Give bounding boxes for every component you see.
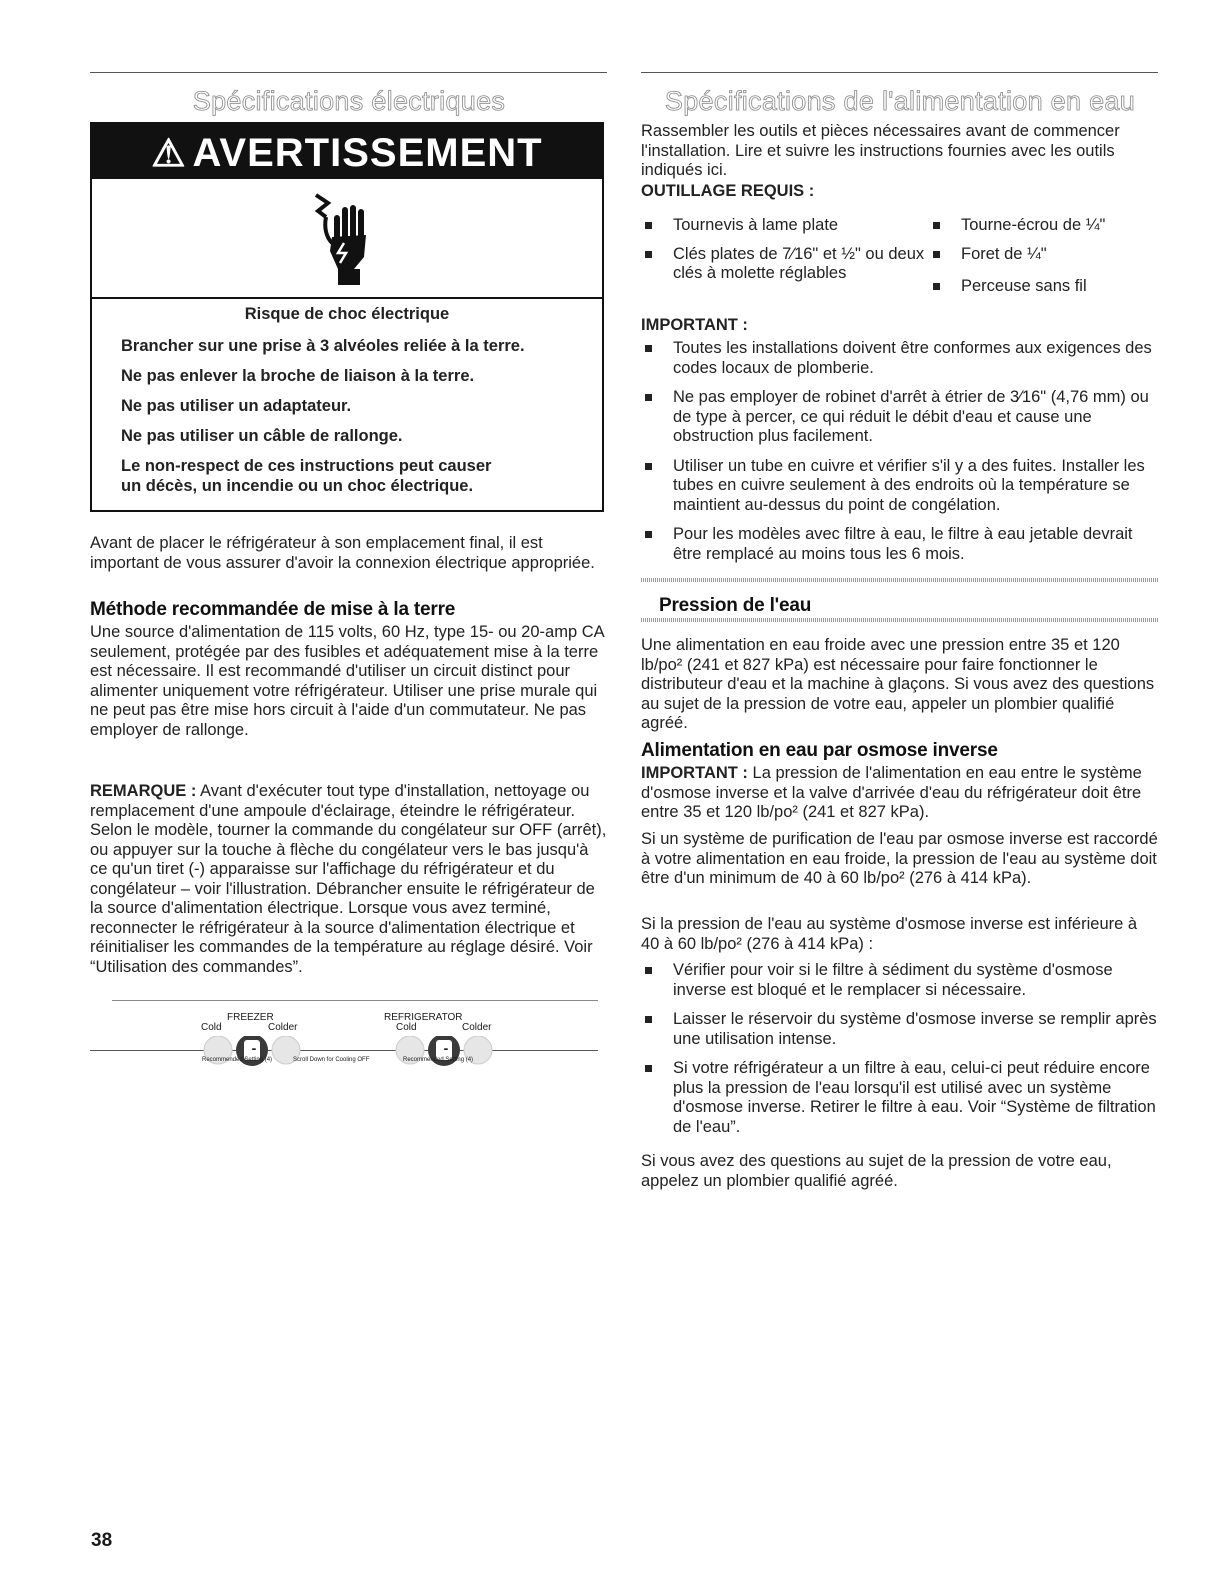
warning-line: Ne pas utiliser un câble de rallonge. bbox=[121, 427, 403, 445]
panel-top-line bbox=[112, 1000, 598, 1001]
water-intro: Rassembler les outils et pièces nécessaires avant de commencer l'installation. Lire et suivre les instructions fournies avec les outils indiqués ici. bbox=[641, 122, 1120, 179]
freezer-display-value: - bbox=[251, 1040, 257, 1056]
tools-title: OUTILLAGE REQUIS : bbox=[641, 182, 815, 200]
electrical-intro: Avant de placer le réfrigérateur à son emplacement final, il est important de vous assurer d'avoir la connexion électrique appropriée. bbox=[90, 534, 595, 572]
bullet-icon bbox=[645, 463, 652, 470]
bullet-icon bbox=[645, 1016, 652, 1023]
method-title: Méthode recommandée de mise à la terre bbox=[90, 599, 456, 620]
list-item: Toutes les installations doivent être conformes aux exigences des codes locaux de plomberie. bbox=[641, 339, 1159, 378]
control-panel-illustration bbox=[90, 998, 608, 1063]
bullet-icon bbox=[645, 967, 652, 974]
remark-text: Avant d'exécuter tout type d'installation, nettoyage ou remplacement d'une ampoule d'éclairage, éteindre le réfrigérateur. Selon le modèle, tourner la commande du congélateur sur OFF (arrêt), ou appuyer sur la touche à flèche du congélateur vers le bas jusqu'à ce qu'un tiret (-) apparaisse sur l'affichage du réfrigérateur et du congélateur – voir l'illustration. Débrancher ensuite le réfrigérateur de la source d'alimentation électrique. Lorsque vous avez terminé, reconnecter le réfrigérateur à la source d'alimentation électrique et réinitialiser les commandes de la température au réglage désiré. Voir “Utilisation des commandes”. bbox=[90, 782, 607, 976]
pressure-text: Une alimentation en eau froide avec une pression entre 35 et 120 lb/po² (241 et 827 kPa) est nécessaire pour faire fonctionner le distributeur d'eau et la machine à glaçons. Si vous avez des questions au sujet de la pression de votre eau, appeler un plombier qualifié agréé. bbox=[641, 636, 1155, 732]
important-list bbox=[641, 339, 1159, 564]
warning-banner bbox=[92, 124, 602, 179]
refrigerator-recommended-label: Recommended Setting (4) bbox=[403, 1057, 474, 1063]
list-item: Clés plates de 7⁄16" et ½" ou deux clés à molette réglables bbox=[641, 245, 933, 284]
tools-list-left bbox=[641, 216, 925, 284]
refrigerator-cold-label: Cold bbox=[396, 1022, 417, 1033]
ro-paragraph-2: Si un système de purification de l'eau par osmose inverse est raccordé à votre alimentation en eau froide, la pression de l'eau au système doit être d'un minimum de 40 à 60 lb/po² (276 à 414 kPa). bbox=[641, 830, 1158, 887]
ro-paragraph-3: Si la pression de l'eau au système d'osmose inverse est inférieure à 40 à 60 lb/po² (276 à 414 kPa) : bbox=[641, 915, 1138, 953]
warning-line: Ne pas utiliser un adaptateur. bbox=[121, 397, 352, 415]
top-rule bbox=[90, 72, 607, 73]
warning-box bbox=[90, 122, 604, 512]
refrigerator-label: REFRIGERATOR bbox=[384, 1012, 463, 1023]
bullet-icon bbox=[933, 222, 940, 229]
tools-list-right bbox=[929, 216, 1159, 297]
electric-shock-hand-icon bbox=[314, 187, 374, 287]
remark-label: REMARQUE : bbox=[90, 782, 197, 800]
warning-line: Ne pas enlever la broche de liaison à la terre. bbox=[121, 367, 475, 385]
refrigerator-display-value: - bbox=[443, 1040, 449, 1056]
freezer-label: FREEZER bbox=[227, 1012, 274, 1023]
bullet-icon bbox=[933, 251, 940, 258]
bullet-icon bbox=[933, 283, 940, 290]
bullet-icon bbox=[645, 394, 652, 401]
method-text: Une source d'alimentation de 115 volts, 60 Hz, type 15- ou 20-amp CA seulement, protégée par des fusibles et adéquatement mise à la terre est nécessaire. Il est recommandé d'utiliser un circuit distinct pour alimenter uniquement votre réfrigérateur. Utiliser une prise murale qui ne peut pas être mise hors circuit à l'aide d'un commutateur. Ne pas employer de rallonge. bbox=[90, 623, 604, 739]
shock-icon-area bbox=[92, 179, 602, 299]
remark-paragraph bbox=[90, 782, 608, 977]
freezer-colder-label: Colder bbox=[268, 1022, 298, 1033]
page-number: 38 bbox=[91, 1530, 113, 1551]
top-rule bbox=[641, 72, 1158, 73]
warning-triangle-icon: ⚠ bbox=[151, 133, 187, 175]
warning-line: Brancher sur une prise à 3 alvéoles reliée à la terre. bbox=[121, 337, 525, 355]
section-heading-water: Spécifications de l'alimentation en eau bbox=[664, 86, 1136, 116]
bullet-icon bbox=[645, 531, 652, 538]
scroll-down-label: Scroll Down for Cooling OFF bbox=[293, 1057, 370, 1063]
section-heading-electrical: Spécifications électriques bbox=[192, 86, 506, 116]
list-item: Foret de ¼" bbox=[929, 245, 1159, 265]
ro-important: IMPORTANT : La pression de l'alimentation en eau entre le système d'osmose inverse et la valve d'arrivée d'eau du réfrigérateur doit être entre 35 et 120 lb/po² (241 et 827 kPa). bbox=[641, 764, 1142, 821]
list-item: Vérifier pour voir si le filtre à sédiment du système d'osmose inverse est bloqué et le remplacer si nécessaire. bbox=[641, 961, 1159, 1000]
bullet-icon bbox=[645, 345, 652, 352]
list-item: Perceuse sans fil bbox=[929, 277, 1159, 297]
warning-consequence-2: un décès, un incendie ou un choc électrique. bbox=[121, 477, 474, 495]
section-divider bbox=[641, 618, 1159, 622]
warning-message bbox=[92, 304, 602, 506]
freezer-cold-label: Cold bbox=[201, 1022, 222, 1033]
closing-text: Si vous avez des questions au sujet de la pression de votre eau, appelez un plombier qualifié agréé. bbox=[641, 1152, 1112, 1190]
bullet-icon bbox=[645, 1065, 652, 1072]
pressure-title: Pression de l'eau bbox=[659, 595, 812, 616]
bullet-icon bbox=[645, 222, 652, 229]
ro-list bbox=[641, 961, 1159, 1137]
list-item: Pour les modèles avec filtre à eau, le filtre à eau jetable devrait être remplacé au moins tous les 6 mois. bbox=[641, 525, 1159, 564]
list-item: Ne pas employer de robinet d'arrêt à étrier de 3⁄16" (4,76 mm) ou de type à percer, ce qui réduit le débit d'eau et cause une obstruction plus facilement. bbox=[641, 388, 1159, 447]
list-item: Utiliser un tube en cuivre et vérifier s'il y a des fuites. Installer les tubes en cuivre seulement à des endroits où la température se maintient au-dessus du point de congélation. bbox=[641, 457, 1159, 516]
refrigerator-colder-label: Colder bbox=[462, 1022, 492, 1033]
section-divider bbox=[641, 578, 1159, 582]
panel-bottom-line bbox=[90, 1050, 598, 1051]
list-item: Laisser le réservoir du système d'osmose inverse se remplir après une utilisation intense. bbox=[641, 1010, 1159, 1049]
list-item: Tourne-écrou de ¼" bbox=[929, 216, 1159, 236]
ro-title: Alimentation en eau par osmose inverse bbox=[641, 740, 998, 761]
warning-banner-label: AVERTISSEMENT bbox=[192, 131, 543, 175]
important-title: IMPORTANT : bbox=[641, 316, 748, 334]
freezer-recommended-label: Recommended Setting (4) bbox=[202, 1057, 273, 1063]
bullet-icon bbox=[645, 251, 652, 258]
list-item: Si votre réfrigérateur a un filtre à eau, celui-ci peut réduire encore plus la pression de l'eau lorsqu'il est utilisé avec un système d'osmose inverse. Retirer le filtre à eau. Voir “Système de filtration de l'eau”. bbox=[641, 1059, 1159, 1137]
list-item: Tournevis à lame plate bbox=[641, 216, 921, 236]
risk-title: Risque de choc électrique bbox=[244, 305, 450, 323]
warning-consequence-1: Le non-respect de ces instructions peut causer bbox=[121, 457, 492, 475]
